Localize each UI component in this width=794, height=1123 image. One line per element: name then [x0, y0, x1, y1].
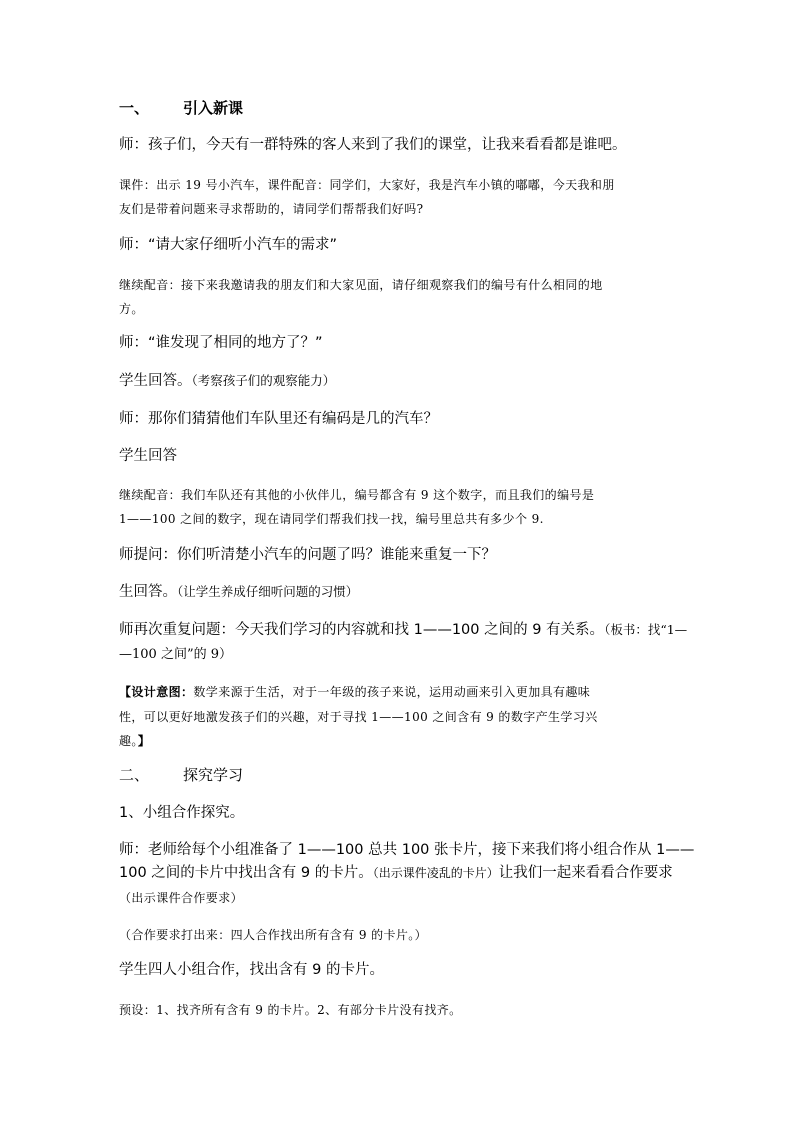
section-heading-2: 二、 探究学习 — [119, 766, 244, 784]
paragraph: 师：“请大家仔细听小汽车的需求” — [119, 237, 338, 253]
paragraph: 师：老师给每个小组准备了 1——100 总共 100 张卡片，接下来我们将小组合作从 1—— — [119, 842, 695, 858]
paragraph: （出示课件合作要求） — [119, 891, 244, 905]
subheading: 1、小组合作探究。 — [119, 805, 245, 821]
paragraph: 生回答。（让学生养成仔细听问题的习惯） — [119, 584, 359, 600]
paragraph: 继续配音：接下来我邀请我的朋友们和大家见面，请仔细观察我们的编号有什么相同的地 — [119, 278, 603, 292]
paragraph: 方。 — [119, 302, 144, 316]
paragraph: 预设：1、找齐所有含有 9 的卡片。2、有部分卡片没有找齐。 — [119, 1003, 462, 1017]
paragraph: 学生回答。（考察孩子们的观察能力） — [119, 373, 336, 389]
paragraph: 学生回答 — [119, 448, 177, 464]
paragraph: 师：“谁发现了相同的地方了？” — [119, 335, 323, 351]
paragraph: 师：那你们猜猜他们车队里还有编码是几的汽车？ — [119, 411, 438, 427]
paragraph: 继续配音：我们车队还有其他的小伙伴儿，编号都含有 9 这个数字，而且我们的编号是 — [119, 488, 595, 502]
paragraph: 师提问：你们听清楚小汽车的问题了吗？谁能来重复一下？ — [119, 547, 496, 563]
section-heading-1: 一、 引入新课 — [119, 99, 244, 117]
paragraph: 师：孩子们，今天有一群特殊的客人来到了我们的课堂，让我来看看都是谁吧。 — [119, 137, 627, 153]
paragraph: 1——100 之间的数字，现在请同学们帮我们找一找，编号里总共有多少个 9. — [119, 512, 544, 526]
paragraph: 师再次重复问题：今天我们学习的内容就和找 1——100 之间的 9 有关系。（板书：找“1— — [119, 622, 688, 638]
design-intent: 性，可以更好地激发孩子们的兴趣，对于寻找 1——100 之间含有 9 的数字产生学习兴 — [119, 710, 598, 724]
design-intent: 【设计意图：数学来源于生活，对于一年级的孩子来说，运用动画来引入更加具有趣味 — [119, 685, 591, 699]
paragraph: —100 之间”的 9） — [119, 647, 232, 662]
paragraph: 100 之间的卡片中找出含有 9 的卡片。（出示课件凌乱的卡片）让我们一起来看看合作要求 — [119, 865, 673, 881]
paragraph: 课件：出示 19 号小汽车，课件配音：同学们，大家好，我是汽车小镇的嘟嘟，今天我和朋 — [119, 178, 615, 192]
paragraph: 学生四人小组合作，找出含有 9 的卡片。 — [119, 962, 384, 978]
design-intent: 趣。】 — [119, 734, 151, 748]
paragraph: 友们是带着问题来寻求帮助的，请同学们帮帮我们好吗? — [119, 202, 424, 216]
paragraph: （合作要求打出来：四人合作找出所有含有 9 的卡片。） — [119, 928, 428, 942]
